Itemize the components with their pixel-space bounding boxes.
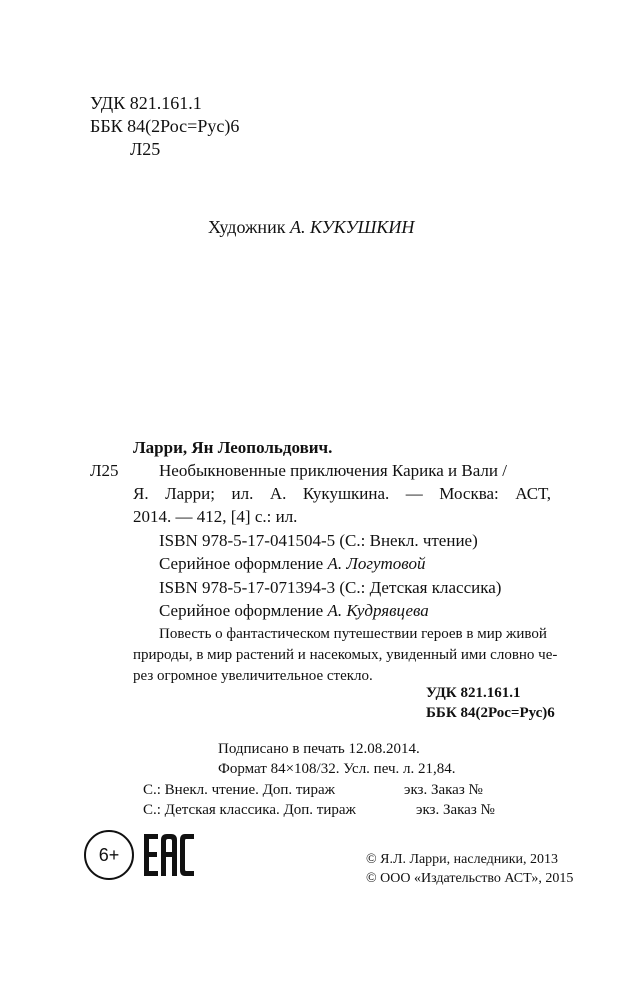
age-rating-text: 6+ xyxy=(98,844,120,865)
record-title-line-1: Необыкновенные приключения Карика и Вали / xyxy=(159,461,507,480)
record-author: Ларри, Ян Леопольдович. xyxy=(133,438,333,457)
record-title-line-3: 2014. — 412, [4] с.: ил. xyxy=(133,507,298,526)
bbk-code: ББК 84(2Рос=Рус)6 xyxy=(90,116,240,136)
imprint-format: Формат 84×108/32. Усл. печ. л. 21,84. xyxy=(218,761,456,777)
eac-conformity-mark-icon xyxy=(142,828,196,882)
author-sign: Л25 xyxy=(130,139,161,159)
series-design-1 xyxy=(159,553,425,575)
annotation-line-1: Повесть о фантастическом путешествии героев в мир живой xyxy=(159,626,547,642)
annotation-line-3: рез огромное увеличительное стекло. xyxy=(133,668,373,684)
imprint-edition-1: С.: Внекл. чтение. Доп. тираж xyxy=(143,782,335,798)
series-design-2 xyxy=(159,600,429,622)
isbn-2: ISBN 978-5-17-071394-3 (С.: Детская классика) xyxy=(159,578,502,597)
copyright-line-1: © Я.Л. Ларри, наследники, 2013 xyxy=(366,852,559,867)
record-title-line-2: Я. Ларри; ил. А. Кукушкина. — Москва: АСТ, xyxy=(133,484,551,503)
record-udk: УДК 821.161.1 xyxy=(426,685,521,701)
copyright-line-2: © ООО «Издательство АСТ», 2015 xyxy=(366,871,574,886)
illustrator-name: А. КУКУШКИН xyxy=(289,217,415,237)
series-design-1-prefix: Серийное оформление xyxy=(159,554,324,573)
record-author-sign: Л25 xyxy=(90,461,119,480)
series-design-2-name: А. Кудрявцева xyxy=(327,601,429,620)
imprint-order-1: экз. Заказ № xyxy=(404,782,483,798)
imprint-signed: Подписано в печать 12.08.2014. xyxy=(218,741,420,757)
imprint-order-2: экз. Заказ № xyxy=(416,802,495,818)
series-design-2-prefix: Серийное оформление xyxy=(159,601,324,620)
illustrator-prefix: Художник xyxy=(208,217,286,237)
record-bbk: ББК 84(2Рос=Рус)6 xyxy=(426,705,555,721)
eac-mark-text: EAC xyxy=(169,880,171,881)
age-rating-badge xyxy=(84,830,134,880)
imprint-edition-2: С.: Детская классика. Доп. тираж xyxy=(143,802,356,818)
series-design-1-name: А. Логутовой xyxy=(327,554,426,573)
annotation-line-2: природы, в мир растений и насекомых, увиденный ими словно че- xyxy=(133,647,558,663)
isbn-1: ISBN 978-5-17-041504-5 (С.: Внекл. чтение) xyxy=(159,531,478,550)
illustrator-line xyxy=(208,216,414,239)
udk-code: УДК 821.161.1 xyxy=(90,93,202,113)
